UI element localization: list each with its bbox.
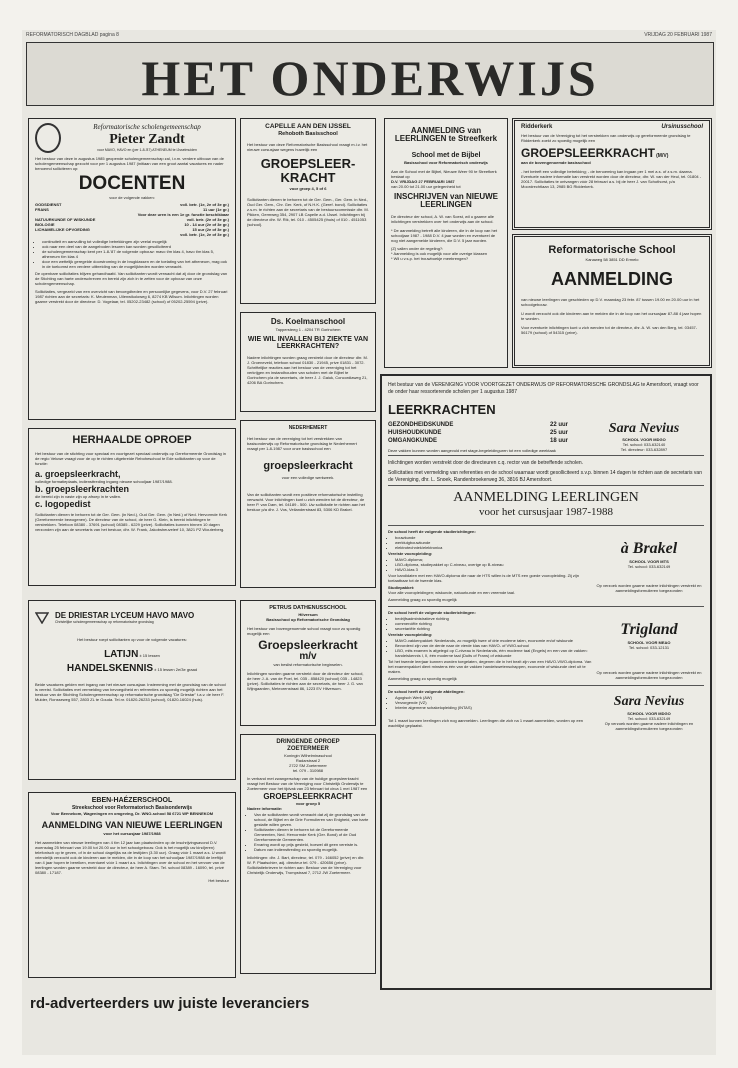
- ad-intro: Het bestuur van de vereniging tot het verstrekken van basisonderwijs op Reformatorische grondslag te Nederhemert vraagt per 1-8-1987 voor onze basisschool een: [247, 436, 357, 451]
- ad-question: (Z) vallen onder de regeling?:: [391, 245, 444, 251]
- section-intro: De school heeft de volgende studierichtingen:: [388, 610, 476, 616]
- section-note: Tot het tweede leerjaar kunnen worden toegelaten, degenen die in het bezit zijn van een HAVO-VWO-diploma. Van het examenpakket dient minstens één van de vakken handelswetenschappen, economie of wiskunde deel uit te maken.: [388, 659, 592, 675]
- school-logo: Sara Nevius: [608, 420, 680, 436]
- footer-tagline: rd-adverteerders uw juiste leveranciers: [30, 995, 310, 1012]
- ad-heading-2: GROEPSLEERKRACHT: [263, 792, 353, 801]
- place-name: NEDERHEMERT: [288, 425, 328, 431]
- department-list: [388, 695, 594, 710]
- section-intro: De school heeft de volgende afdelingen:: [388, 689, 465, 695]
- school-name: DE DRIESTAR LYCEUM HAVO MAVO: [55, 611, 195, 620]
- vacancy-name: groepsleerkracht,: [45, 468, 121, 479]
- info-item: • Van de sollicitanten wordt verwacht dat zij de grondslag van de school, de Bijbel en de Drie Formulieren van Enigheid, van harte gestalte willen geven.: [254, 812, 369, 827]
- stage-heading: Studiepakket:: [388, 585, 415, 591]
- school-sub: Basisschool op Reformatorische Grondslag: [266, 617, 350, 622]
- req-list: [388, 557, 594, 572]
- vacancy-desc: die bereid zijn in vaste zijn op afroep in te vallen.: [35, 493, 122, 499]
- subject-name: GEZONDHEIDSKUNDE: [388, 421, 454, 428]
- ad-intro: Het bestuur van de VERENIGING VOOR VOORTGEZET ONDERWIJS OP REFORMATORISCHE GRONDSLAG te Amersfoort, vraagt voor de onder haar ressorterende scholen per 1 augustus 1987: [388, 382, 699, 395]
- ad-body: Inlichtingen: dhr. J. Bart, directeur, tel. 079 - 166052 (prive) en dhr. W. P. Plaatschier, adj. directeur tel. 079 - 420656 (prive). Sollicitatiebrieven te richten aan: Bestuur van de Vereniging voor Christelijk Onderwijs, Trompstraat 7, 2712 JW Zoetermeer.: [247, 855, 365, 876]
- school-name: Ds. Koelmanschool: [270, 317, 346, 326]
- study-item: • bedrijfsadministratieve richting: [395, 616, 594, 621]
- vacancy-1-hours: ± 15 lessen: [139, 653, 160, 658]
- subject-hours: 11 uur (1e gr.): [202, 206, 229, 212]
- masthead-title: HET ONDERWIJS: [141, 50, 599, 106]
- school-sub: voor MAVO, HAVO en (per 1-8-'87) ATHENEUM te IJsselmuiden: [97, 148, 197, 152]
- info-heading: Nadere informatie:: [247, 806, 283, 812]
- department-item: • Agogisch Werk (AW): [395, 695, 594, 700]
- school-sub: SCHOOL VOOR MEAO: [627, 640, 671, 646]
- ad-intro: Het bestuur van bovengenoemde school vraagt voor zo spoedig mogelijk een: [247, 626, 361, 636]
- ad-body-2: Sollicitaties, vergezeld van een overzicht van bevoegdheden en persoonlijke gegevens, voor D.V. 27 februari 1987 richten aan de secretaris: K. Meulenman, Uilenwikoloweg 6, 8274 KB Wilsum. Inlichtingen worden gaarne verstrekt door de directeur: D. Vogelaar, tel. 05202-23482 (school) of 05202-25594 (prive).: [35, 288, 228, 304]
- study-item: • werktuigbouwkunde: [395, 540, 594, 545]
- info-item: • Datum van indiensttreding zo spoedig mogelijk.: [254, 847, 369, 852]
- ad-body: De directeur der school, A. W. van Soest, wil u gaarne alle inlichtingen verstrekken over het onderwijs aan de school.: [391, 213, 494, 224]
- study-item: • elektrotechniek/elektronica: [395, 545, 594, 550]
- aanmelding-title: AANMELDING LEERLINGEN: [453, 490, 639, 506]
- ad-heading: GROEPSLEER-KRACHT: [260, 156, 356, 185]
- vacancy-desc: volledige formatieplaats, indiensttreding ingang nieuwe schooljaar 1987/1988.: [35, 478, 173, 484]
- place-name: Ridderkerk: [521, 124, 553, 130]
- ad-body: Sollicitanten dienen te behoren tot de Ger. Gem. (in Ned.), Oud Ger. Gem. (in Ned.) of Ned. Hervormde Kerk (Gereformeerde bewogenen). De directeur van de school, de heer G. Klein, is bereid inlichtingen te verstrekken. Telefoon 08380 - 37691 (school) 08385 - 6229 (prive). Sollicitaties kunnen binnen 10 dagen verzonden zijn aan de secretaris van het bestuur, dhr. W. Frank, Jakobsheuvelerf 10, 3821 PZ Wouterberg.: [35, 511, 228, 532]
- req-list: [388, 638, 594, 658]
- vacancy-letter: a.: [35, 468, 46, 479]
- ad-heading: LEERKRACHTEN: [388, 402, 496, 417]
- subject-name: OMGANGKUNDE: [388, 437, 437, 444]
- section-sara-nevius: [388, 685, 704, 731]
- ad-answer-2: * Wil u v.s.p. het trouwboekje meebrengen?: [391, 255, 469, 261]
- vacancy-1: LATIJN: [104, 649, 139, 660]
- ad-capelle: [240, 118, 376, 304]
- signature: Het bestuur: [208, 878, 229, 884]
- subject-row: [388, 421, 568, 429]
- vacancy-name: groepsleerkrachten: [45, 483, 130, 494]
- school-name: Ursinusschool: [661, 124, 703, 130]
- bullet-item: • ook naar een deel van de aangeboden lesuren kan worden gesolliciteerd: [42, 244, 229, 249]
- ad-sub: voor het cursusjaar 1987/1988: [103, 831, 161, 837]
- place-name: CAPELLE AAN DEN IJSSEL: [265, 123, 351, 130]
- school-name: Pieter Zandt: [109, 132, 185, 147]
- section-end: Aanmelding graag zo spoedig mogelijk: [388, 676, 457, 682]
- header-right: VRIJDAG 20 FEBRUARI 1987: [644, 32, 712, 38]
- ad-streefkerk: [384, 118, 508, 368]
- vacancy-item: [35, 484, 229, 499]
- school-name: PETRUS DATHENUSSCHOOL: [269, 605, 347, 611]
- ad-dringende-oproep: [240, 734, 376, 974]
- org-name: Reformatorische scholengemeenschap: [93, 123, 201, 131]
- school-logo: Trigland: [620, 621, 678, 639]
- subject-name: FRANS: [35, 206, 49, 212]
- school-sub: Streekschool voor Reformatorisch Basisonderwijs: [71, 805, 193, 811]
- school-addr: Koningin Wilhelminaschool Radarstraat 2 2722 SM Zoetermeer tel. 079 - 310988: [284, 753, 332, 773]
- ad-para-1: Inlichtingen worden verstrekt door de directeuren c.q. rector van de betreffende scholen.: [388, 459, 584, 466]
- subject-name: LICHAMELIJKE OPVOEDING: [35, 226, 90, 232]
- vacancy-2-hours: ± 15 lessen 2e/3e graad: [154, 667, 198, 672]
- bullet-item: • continuiteit en aanvulling tot volledige betrekkingen zijn veelal mogelijk: [42, 239, 229, 244]
- ad-heading-2: INSCHRIJVEN van NIEUWE LEERLINGEN: [393, 191, 499, 210]
- subject-hours: voll. betr. (2e of 3e gr.): [186, 216, 229, 222]
- ad-intro: Het bestuur van deze Reformatorische Basisschool vraagt m.i.v. het nieuwe cursusjaar wegens huwelijk een: [247, 142, 368, 152]
- subject-hours: 15 uur (2e of 3e gr.): [192, 226, 229, 232]
- vacancy-item: [35, 469, 229, 484]
- section-brakel: [388, 525, 704, 602]
- school-tel: Tel. school: 033-632149: [627, 716, 671, 722]
- bullet-list: [35, 239, 229, 269]
- ad-body: - het betreft een volledige betrekking; - de benoeming kan ingaan per 1 mei a.s. of z.s.m. daarna. Eventuele nadere informatie kan verstrekt worden door de directeur, dhr. W. van der Heul, tel. 01804 - 20017. Sollicitaties te ontvangen vóór 28 februari a.s. bij de heer J. van Schothorst, p/a Moordrechtlaan 13, 2985 BG Ridderkerk.: [521, 168, 702, 189]
- ad-dathenus: [240, 600, 376, 726]
- ad-body: Nadere inlichtingen worden graag verstrekt door de directeur dhr. M. J. Groeneveld, telefoon school 01830 - 21945, prive 01831 - 3072. Schriftelijke reacties aan het bestuur van de vereniging tot het verkrijgen en instandhouden van scholen met de Bijbel te Gorinchem p/a de secretaris, de heer J. J. Gaiuk, Concordiaweg 21, 4206 BA Gorinchem.: [247, 354, 368, 385]
- school-addr: Tappersteeg 1 - 4204 TR Gorinchem: [275, 327, 341, 332]
- ad-body: Inlichtingen worden gaarne verstrekt door de directeur der school, de heer J. A. van de Poel, tel. 035 - 858420 (school) 035 - 14823 (prive). Sollicitaties te richten aan de secretaris, de heer J. G. van Wijngaarden, Meteorenstraat 86, 1223 EV Hilversum.: [247, 671, 364, 692]
- req-heading: Vereiste vooropleiding:: [388, 551, 433, 557]
- subject-row: [388, 429, 568, 437]
- subject-hours: 22 uur: [549, 421, 568, 428]
- school-sub: Christelijke scholengemeenschap op reformatorische grondslag: [55, 620, 154, 624]
- ad-nederhemert: [240, 420, 376, 588]
- ad-heading-mv: (M/V): [656, 153, 669, 159]
- ad-sub: voor de volgende vakken:: [109, 194, 155, 200]
- ad-ermelo: [512, 234, 712, 368]
- ad-intro: Het bestuur van deze in augustus 1985 geopende scholengemeenschap zal, i.v.m. verdere uitbouw van de scholengemeenschap gezocht voor per 1 augustus 1987 (initiaan van een groot aantal vacatures en nader benoemd solliciteren op:: [35, 156, 224, 171]
- ad-heading: GROEPSLEERKRACHT: [521, 146, 656, 160]
- stage-text: Voor alle vooropleidingen; wiskunde, natuurkunde en een vreemde taal.: [388, 590, 515, 596]
- subject-hours: 10 - 14 uur (2e of 3e gr.): [184, 221, 229, 227]
- section-trigland: [388, 606, 704, 681]
- ad-body-1: De openbare sollicitaties blijven gehandhaafd. Van sollicitanten wordt verwacht dat zij door de grondslag van de Stichting van harte onderschreven en bereid zijn zich in te zetten voor de opbouw van onze scholengemeenschap.: [35, 270, 228, 286]
- ad-answer-1: * Aanmelding is ook mogelijk voor alle overige klassen: [391, 250, 488, 256]
- ad-sub: van beslist reformatorische beginselen.: [273, 662, 343, 668]
- subject-hours: 18 uur: [549, 437, 568, 444]
- subject-name: GODSDIENST: [35, 201, 62, 207]
- subject-hours: voll. betr. (1e, 2e of 3e gr.): [180, 201, 229, 207]
- bullet-item: • door een wettelijk geregelde doorstroming in de brugklassen en de toelating van het atheneum, mag ook in de toekomst een verdere uitbreiding van de mogelijkheden worden verwacht.: [42, 259, 229, 269]
- section-end: Tot 1 maart kunnen leerlingen zich nog aanmelden. Leerlingen die zich na 1 maart aanmelden, worden op een wachtlijst geplaatst.: [388, 718, 584, 729]
- ad-driestar: [28, 600, 236, 780]
- department-item: • Verzorgende (VZ): [395, 700, 594, 705]
- ad-note: * De aanmelding betreft alle kinderen, die in de loop van het schooljaar 1987 - 1988 D.V. 4 jaar worden en eventueel de nog niet aangemelde kinderen, die D.V. 5 jaar worden.: [391, 227, 498, 243]
- req-item: • LBO-diploma, studiepakket op C-niveau, overige op B-niveau: [395, 562, 594, 567]
- study-item: • bouwkunde: [395, 535, 594, 540]
- event-date: D.V. VRIJDAG 27 FEBRUARI 1987: [391, 178, 455, 184]
- study-item: • commerciële richting: [395, 621, 594, 626]
- section-end: Aanmelding graag zo spoedig mogelijk: [388, 597, 457, 603]
- subject-row: [388, 437, 568, 445]
- ad-herhaalde-oproep: [28, 428, 236, 586]
- school-logo: Sara Nevius: [613, 694, 685, 710]
- school-addr: Voor Bennekom, Wageningen en omgeving, Dr. WNO-school 58 6721 WP BENNEKOM: [50, 811, 214, 816]
- vacancy-item: [35, 499, 229, 509]
- study-list: [388, 616, 594, 631]
- ad-sub: voor groep 5: [295, 801, 321, 807]
- ad-heading: WIE WIL INVALLEN BIJ ZIEKTE VAN LEERKRACHTEN?: [247, 336, 369, 351]
- ad-intro: Aan de School met de Bijbel, Nieuwe Weer 90 te Streefkerk bestaat op: [391, 168, 497, 179]
- ad-sub: voor een volledige werkweek.: [281, 474, 335, 480]
- subject-list: [35, 202, 229, 237]
- school-note: Op verzoek worden gaarne nadere inlichtingen verstrekt en aanmeldingsformulieren toegezonden: [596, 583, 702, 594]
- ad-body: Het aanmelden van nieuwe leerlingen van 4 t/m 12 jaar kan plaatsvinden op de inschrijvingsavond D.V. woensdag 25 februari van 19.00 tot 20.00 uur in het schoolgebouw. Ook is het mogelijk uw kind(eren) telefonisch op te geven, of in de school dagelijks na de lestijden (3.30 uur). Graag vóór 1 maart a.s. U wordt vriendelijk verzocht ook de kinderen aan te melden, die in de loop van het schooljaar 1987/1988 de leeftijd van 4 jaar hopen te bereiken, eventueel vóór 1 maart a.s. Inlichtingen over de school en het vervoer van de leerlingen worden gaarne verstrekt door de directeur, de heer A. Stam. Tel. school 08389 - 16090, tel. privé 08380 - 17187.: [35, 840, 226, 876]
- req-item: • HAVO-klas 3: [395, 567, 594, 572]
- ad-body: Van de sollicitanten wordt een positieve reformatorische instelling verwacht. Voor inlichtingen kunt u zich wenden tot de directeur, de heer P. van Dam, tel. 04189 - 500. Uw sollicitatie te richten aan het bestuur p/a dhr. J. Vos, Veilanderstraat 83, 5306 KD Brakel.: [247, 491, 365, 512]
- bullet-item: • de scholengemeenschap kent per 1-8-'87 de volgende opbouw: mavo t/m klas 4, havo t/m klas 5, atheneum t/m klas 4: [42, 249, 229, 259]
- masthead: [26, 42, 714, 106]
- ad-heading: AANMELDING van LEERLINGEN te Streefkerk: [394, 126, 498, 144]
- school-tel: Tel. school: 033-632149: [627, 564, 671, 570]
- ad-heading: AANMELDING: [551, 269, 673, 289]
- info-item: • Ervaring wordt op prijs gesteld, hoewel dit geen vereiste is.: [254, 842, 369, 847]
- star-logo-icon: [35, 612, 49, 624]
- ad-body: Sollicitanten dienen te behoren tot de Ger. Gem., Ger. Gem. in Ned., Oud Ger. Gem., Chr. Ger. Kerk, of N.H.K. (Geref. bond). Sollicitaties z.s.m. te richten aan de secretaris van de bestuurscommissie dhr. M. Pikken, Germweg 354, 2907 LB Capelle a.d. IJssel. Inlichtingen bij de directeur dhr. W. Rik, tel. 010 - 4505425 (thuis) of 010 - 4511053 (school).: [247, 197, 369, 228]
- subject-name: NATUURKUNDE OF WISKUNDE: [35, 216, 96, 222]
- school-note: Op verzoek worden gaarne nadere inlichtingen en aanmeldingsformulieren toegezonden: [604, 721, 694, 732]
- vacancy-letter: b.: [35, 483, 46, 494]
- subject-list: [388, 421, 568, 445]
- ad-heading: HERHAALDE OPROEP: [72, 434, 192, 446]
- school-name: EBEN-HAÉZERSCHOOL: [91, 797, 173, 804]
- subject-note: Deze vakken kunnen worden aangevuld met stage-begeleidinguren tot een volledige weektaak: [388, 447, 556, 453]
- school-logo-icon: [35, 123, 61, 153]
- school-sub: SCHOOL VOOR MDGO: [622, 436, 666, 442]
- ad-sub: aan de bovengenoemde basisschool: [521, 159, 591, 165]
- ad-intro: Het bestuur van de stichting voor speciaal en voortgezet speciaal onderwijs op Gereformeerde Grondslag in de regio Veluwe vraagt voor de op te richten uitgebreide Reboheschool te Ede sollicitanten op voor de functie:: [35, 450, 226, 466]
- ad-heading: groepsleerkracht: [263, 460, 353, 472]
- ad-para-3: Voor eventuele inlichtingen kunt u zich wenden tot de directeur, dhr. A. W. van den Berg, tel. 03457-56179 (school) of 54315 (prive).: [521, 324, 698, 335]
- subject-hours: 25 uur: [549, 429, 568, 436]
- school-name: School met de Bijbel: [411, 151, 481, 159]
- subject-name: BIOLOGIE: [35, 221, 55, 227]
- ad-heading-2: m/v: [299, 650, 317, 662]
- ad-heading: AANMELDING VAN NIEUWE LEERLINGEN: [41, 820, 223, 830]
- ad-koelmanschool: [240, 312, 376, 412]
- school-sub: SCHOOL VOOR MDGO: [627, 711, 671, 717]
- ad-para-2: Sollicitaties met vermelding van referenties en de school waarnaar wordt gesolliciteerd s.v.p. binnen 14 dagen te richten aan de secretaris van de Vereniging, dhr. L. Snoek, Randenbroekerweg 36, 3816 BJ Amersfoort.: [388, 470, 702, 483]
- ad-ridderkerk: [512, 118, 712, 230]
- page-header: [22, 30, 716, 40]
- vacancy-list: [35, 469, 229, 509]
- school-tel: Tel. school: 033-632140 Tel. directeur: 033-632897: [620, 441, 668, 452]
- study-item: • secretariële richting: [395, 626, 594, 631]
- vacancy-name: logopedist: [45, 498, 91, 509]
- ad-heading: DOCENTEN: [78, 173, 186, 194]
- vacancy-letter: c.: [35, 498, 46, 509]
- req-item: • MAVO-diploma;: [395, 557, 594, 562]
- ad-intro-2: van 20.00 tot 21.00 uur gelegenheid tot: [391, 183, 461, 189]
- ad-body: Beide vacatures gelden met ingang van het nieuwe cursusjaar. Instemming met de grondslag van de school is vereist. Sollicitaties met vermelding van bevoegdheid en referenties zo spoedig mogelijk richten aan het bestuur van de Stichting Scholengemeenschap op reformatorische grondslag "De Driestar" t.a.v. de heer F. Mulder, Ronsseweg 557, 2803 ZL te Gouda. Tel.nr. 01820-26233 (school), 01820-16024 (huis).: [35, 682, 226, 702]
- ad-heading: Groepsleerkracht: [258, 638, 358, 652]
- info-item: • Sollicitanten dienen te behoren tot de Gereformeerde Gemeenten, Ned. Hervormde Kerk (Ger. Bond) of de Oud Gereformeerde Gemeenten.: [254, 827, 369, 842]
- study-list: [388, 535, 594, 550]
- place-name: ZOETERMEER: [287, 746, 329, 752]
- ad-pieter-zandt: [28, 118, 236, 420]
- req-heading: Vereiste vooropleiding:: [388, 632, 433, 638]
- ad-para-1: van nieuwe leerlingen van geschieden op D.V. maandag 23 febr. 87 tussen 19.00 en 20.00 uur in het schoolgebouw.: [521, 296, 700, 307]
- subject-name: HUISHOUDKUNDE: [388, 429, 442, 436]
- ad-eben-haezer: [28, 792, 236, 978]
- school-sub: SCHOOL VOOR MTS: [629, 559, 669, 565]
- subject-hours: Voor deze uren is een 1e gr. functie beschikbaar: [137, 211, 229, 217]
- vacancy-2: HANDELSKENNIS: [66, 663, 154, 674]
- info-list: [247, 812, 369, 852]
- school-note: Op verzoek worden gaarne nadere inlichtingen verstrekt en aanmeldingsformulieren toegezonden: [596, 670, 702, 681]
- ad-heading: DRINGENDE OPROEP: [276, 739, 340, 745]
- school-name: Reformatorische School: [548, 244, 676, 256]
- section-note: Voor kandidaten met een HAVO-diploma die naar de HTS willen is de MTS een goede vooropleiding. Zij zijn toelaatbaar tot de tweede klas.: [388, 573, 579, 584]
- req-item: • Bevorderd zijn van de derde naar de vierde klas van HAVO- of VWO-school: [395, 643, 594, 648]
- school-logo: à Brakel: [620, 540, 678, 558]
- school-sub: Basisschool voor Reformatorisch onderwijs: [404, 159, 488, 165]
- school-tel: Tel. school: 033-12131: [628, 645, 670, 651]
- ad-intro: Het bestuur van de Vereniging tot het verstrekken van onderwijs op gereformeerde grondslag te Ridderkerk zoekt zo spoedig mogelijk een: [521, 133, 691, 143]
- ad-para-2: U wordt verzocht ook die kinderen aan te melden die in de loop van het cursusjaar 87-88 4 jaar hopen te worden.: [521, 310, 702, 321]
- school-name: Rehoboth Basisschool: [278, 131, 338, 137]
- ad-intro: In verband met zwangerschap van de huidige groepsleerkracht vraagt het Bestuur van de Vereniging voor Christelijk Onderwijs te Zoetermeer voor het tijdvak van 23 februari tot circa 1 mei 1987 een: [247, 776, 368, 791]
- req-item: • LBO, mits examen is afgelegd op C-niveau in Nederlands, één moderne taal (Engels) en een van de vakken: handelskennis I, II, één moderne taal (Duits of Frans) of wiskunde: [395, 648, 594, 658]
- req-item: • MAVO-vakkenpakket: Nederlands, zo mogelijk twee of drie moderne talen, economie en/of wiskunde: [395, 638, 594, 643]
- place-name: Hilversum: [298, 612, 318, 617]
- section-intro: De school heeft de volgende studierichtingen:: [388, 529, 476, 535]
- aanmelding-subtitle: voor het cursusjaar 1987-1988: [478, 506, 614, 519]
- subject-hours: voll. betr. (1e, 2e of 3e gr.): [180, 231, 229, 237]
- ad-intro: Het bestuur roept sollicitanten op voor de volgende vacatures:: [77, 637, 187, 642]
- ad-sub: voor groep 4, 5 of 6: [289, 186, 327, 192]
- school-addr: Kanaweg 58 3851 DD Ermelo: [585, 257, 639, 262]
- ad-amersfoort: [380, 374, 712, 990]
- department-item: • Interim algemene schakelopleiding (INTAS): [395, 705, 594, 710]
- header-left: REFORMATORISCH DAGBLAD pagina 8: [26, 32, 119, 38]
- subject-row: [35, 232, 229, 237]
